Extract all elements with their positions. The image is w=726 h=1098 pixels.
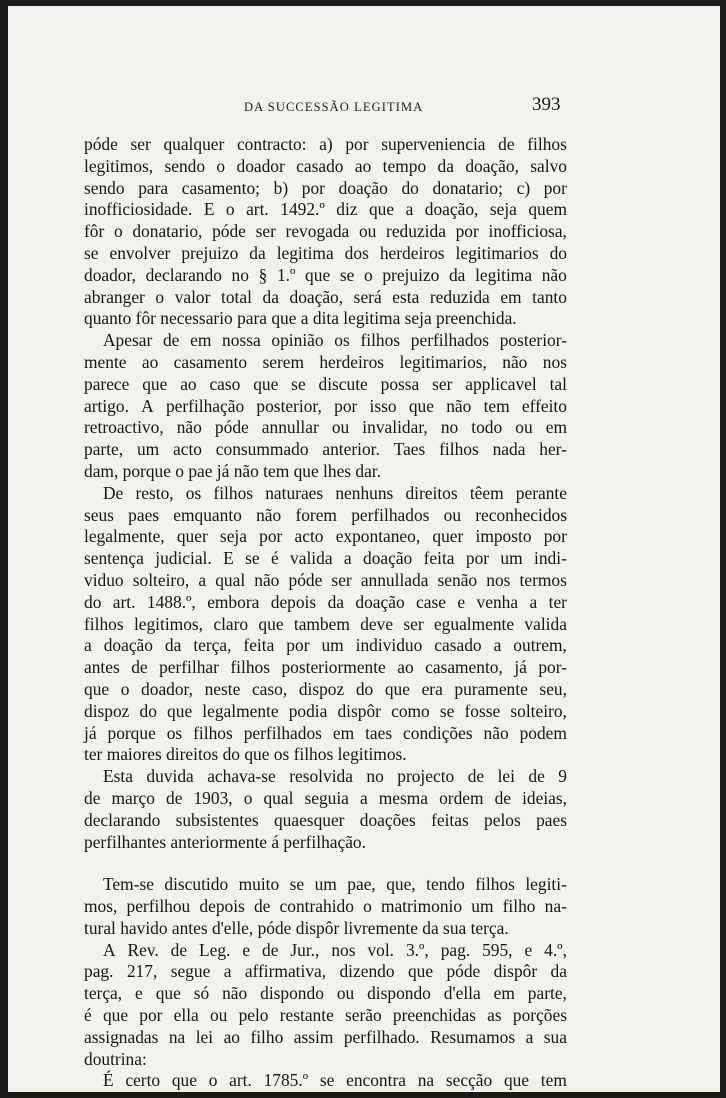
page-number: 393 (532, 94, 561, 115)
text-line: Tem-se discutido muito se um pae, que, tendo filhos legiti- (103, 874, 567, 895)
paragraph (84, 940, 567, 1071)
text-line: parte, um acto consummado anterior. Taes filhos nada her- (84, 439, 567, 460)
text-line: abranger o valor total da doação, será esta reduzida em tanto (84, 286, 567, 307)
paragraph (84, 483, 567, 766)
paragraph (84, 874, 567, 939)
text-line: tural havido antes d'elle, póde dispôr livremente da sua terça. (84, 917, 509, 938)
text-line: legalmente, quer seja por acto expontaneo, quer imposto por (84, 526, 567, 547)
text-line: do art. 1488.º, embora depois da doação case e venha a ter (84, 591, 567, 612)
running-title: DA SUCCESSÃO LEGITIMA (244, 100, 424, 114)
text-line: sentença judicial. E se é valida a doação feita por um indi- (84, 548, 567, 569)
text-line: que o doador, neste caso, dispoz do que era puramente seu, (84, 678, 567, 699)
text-line: é que por ella ou pelo restante serão preenchidas as porções (84, 1005, 567, 1026)
text-line: inofficiosidade. E o art. 1492.º diz que a doação, seja quem (84, 199, 567, 220)
text-line: perfilhantes anteriormente á perfilhação. (84, 831, 366, 852)
text-line: quanto fôr necessario para que a dita legitima seja preenchida. (84, 308, 517, 329)
text-line: seus paes emquanto não forem perfilhados ou reconhecidos (84, 504, 567, 525)
text-line: dam, porque o pae já não tem que lhes dar. (84, 460, 381, 481)
text-line: Esta duvida achava-se resolvida no projecto de lei de 9 (103, 766, 567, 787)
text-line: já porque os filhos perfilhados em taes condições não podem (84, 722, 567, 743)
paragraph (84, 134, 567, 330)
section-gap (84, 853, 567, 874)
text-line: se envolver prejuizo da legitima dos herdeiros legitimarios do (84, 242, 567, 263)
text-line: ter maiores direitos do que os filhos legitimos. (84, 744, 407, 765)
text-line: mente ao casamento serem herdeiros legitimarios, não nos (84, 351, 567, 372)
text-line: viduo solteiro, a qual não póde ser annullada senão nos termos (84, 569, 567, 590)
book-page (8, 6, 720, 1092)
text-line: de março de 1903, o qual seguia a mesma ordem de ideias, (84, 787, 567, 808)
text-line: legitimos, sendo o doador casado ao tempo da doação, salvo (84, 155, 567, 176)
text-line: declarando subsistentes quaesquer doações feitas pelos paes (84, 809, 567, 830)
text-line: artigo. A perfilhação posterior, por isso que não tem effeito (84, 395, 567, 416)
text-line: póde ser qualquer contracto: a) por superveniencia de filhos (84, 134, 567, 154)
text-line: doador, declarando no § 1.º que se o prejuizo da legitima não (84, 264, 567, 285)
text-line: assignadas na lei ao filho assim perfilhado. Resumamos a sua (84, 1026, 567, 1047)
text-line: dispoz do que legalmente podia dispôr como se fosse solteiro, (84, 700, 567, 721)
paragraph (84, 1070, 567, 1092)
text-line: sendo para casamento; b) por doação do donatario; c) por (84, 177, 567, 198)
page-header (8, 94, 720, 118)
text-line: mos, perfilhou depois de contrahido o matrimonio um filho na- (84, 896, 567, 917)
text-line: filhos legitimos, claro que tambem deve ser egualmente valida (84, 613, 567, 634)
paragraph (84, 766, 567, 853)
text-line: A Rev. de Leg. e de Jur., nos vol. 3.º, pag. 595, e 4.º, (103, 939, 567, 960)
text-line: De resto, os filhos naturaes nenhuns direitos têem perante (103, 482, 567, 503)
text-line: doutrina: (84, 1048, 147, 1069)
text-line: antes de perfilhar filhos posteriormente ao casamento, já por- (84, 657, 567, 678)
text-line: a doação da terça, feita por um individuo casado a outrem, (84, 635, 567, 656)
text-line: parece que ao caso que se discute possa ser applicavel tal (84, 373, 567, 394)
text-line: terça, e que só não dispondo ou dispondo d'ella em parte, (84, 983, 567, 1004)
body-text (84, 134, 567, 1092)
text-line: fôr o donatario, póde ser revogada ou reduzida por inofficiosa, (84, 221, 567, 242)
text-line: pag. 217, segue a affirmativa, dizendo que póde dispôr da (84, 961, 567, 982)
text-line: retroactivo, não póde annullar ou invalidar, no todo ou em (84, 417, 567, 438)
paragraph (84, 330, 567, 483)
text-line: Apesar de em nossa opinião os filhos perfilhados posterior- (103, 330, 567, 351)
text-line: É certo que o art. 1785.º se encontra na secção que tem (103, 1070, 567, 1091)
